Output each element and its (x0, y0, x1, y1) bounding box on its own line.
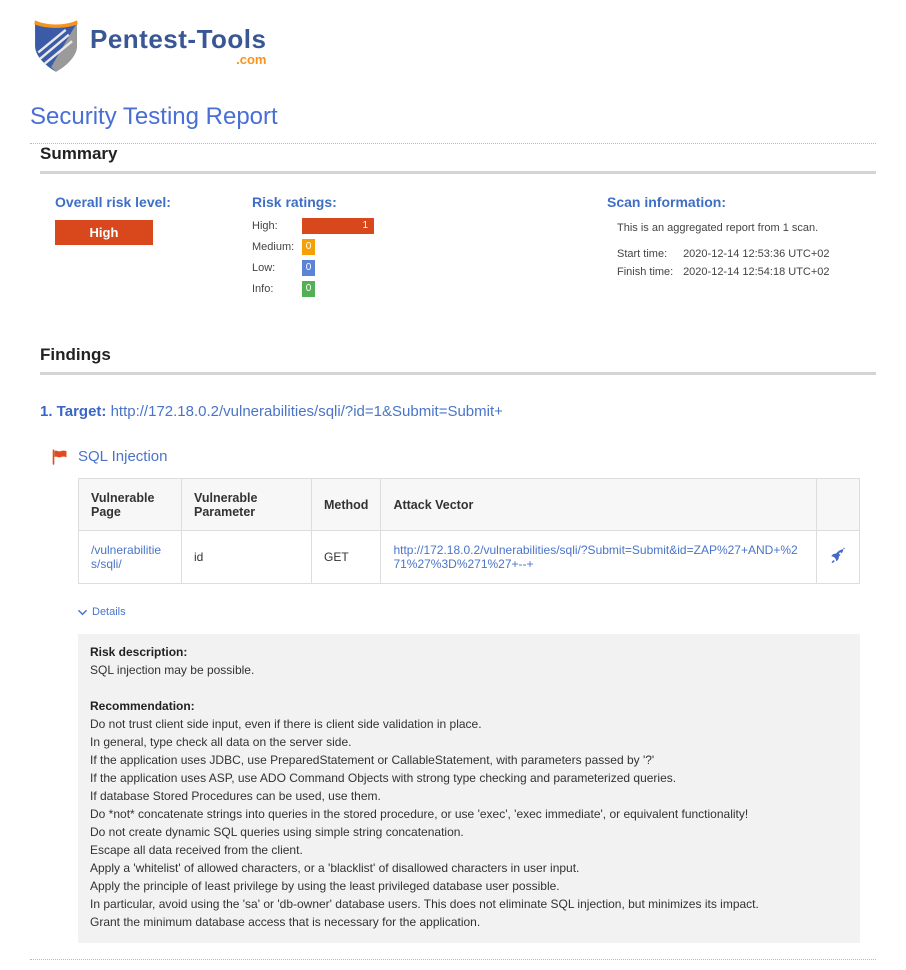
target-heading (40, 403, 876, 420)
rating-row-high (252, 218, 602, 234)
recommendation-line: If the application uses ASP, use ADO Command Objects with strong type checking and parameterized queries. (90, 770, 677, 785)
summary-section (40, 144, 876, 297)
header-action (817, 479, 860, 531)
cell-method: GET (312, 531, 381, 584)
start-time-value: 2020-12-14 12:53:36 UTC+02 (683, 248, 830, 260)
recommendation-line: Apply the principle of least privilege by using the least privileged database user possible. (90, 878, 560, 893)
scan-information-body (607, 222, 876, 278)
page-title: Security Testing Report (30, 103, 278, 130)
recommendation-line: Apply a 'whitelist' of allowed characters, or a 'blacklist' of disallowed characters in user input. (90, 860, 580, 875)
risk-ratings-column (252, 194, 602, 297)
details-panel (78, 634, 860, 943)
scan-information-label: Scan information: (607, 194, 727, 210)
header-vulnerable-parameter: Vulnerable Parameter (182, 479, 312, 531)
risk-description-label: Risk description: (90, 644, 188, 659)
finish-time-row (617, 266, 876, 278)
rating-row-info (252, 281, 602, 297)
summary-content (40, 194, 876, 297)
table-header-row (79, 479, 860, 531)
vulnerability-table (78, 478, 860, 584)
logo-brand: Pentest-Tools (90, 24, 267, 54)
recommendation-line: In particular, avoid using the 'sa' or 'db-owner' database users. This does not eliminate SQL injection, but minimizes its impact. (90, 896, 759, 911)
recommendation-line: If database Stored Procedures can be used, use them. (90, 788, 381, 803)
rocket-icon[interactable] (829, 547, 847, 565)
overall-risk-label: Overall risk level: (55, 194, 171, 210)
header-attack-vector: Attack Vector (381, 479, 817, 531)
rating-bar-medium: 0 (302, 239, 315, 255)
finding-title: SQL Injection (78, 448, 168, 465)
details-toggle-label: Details (92, 606, 126, 618)
cell-vulnerable-parameter: id (182, 531, 312, 584)
bottom-separator (30, 959, 876, 960)
rating-label: Medium: (252, 241, 295, 253)
risk-ratings-label: Risk ratings: (252, 194, 337, 210)
start-time-row (617, 248, 876, 260)
recommendation-line: In general, type check all data on the server side. (90, 734, 352, 749)
rating-bar-high: 1 (302, 218, 374, 234)
header-method: Method (312, 479, 381, 531)
start-time-label: Start time: (617, 248, 668, 260)
scan-information-column (602, 194, 876, 297)
overall-risk-column (40, 194, 252, 297)
cell-action (817, 531, 860, 584)
rating-bar-low: 0 (302, 260, 315, 276)
rating-label: Low: (252, 262, 276, 274)
target-url-link[interactable]: http://172.18.0.2/vulnerabilities/sqli/?id=1&Submit=Submit+ (110, 403, 503, 420)
rating-bar-info: 0 (302, 281, 315, 297)
target-prefix: 1. Target: (40, 403, 107, 420)
cell-attack-vector (381, 531, 817, 584)
attack-vector-link[interactable]: http://172.18.0.2/vulnerabilities/sqli/?Submit=Submit&id=ZAP%27+AND+%271%27%3D%271%27+--+ (393, 543, 798, 571)
recommendation-line: Do not trust client side input, even if there is client side validation in place. (90, 716, 482, 731)
details-toggle[interactable] (78, 606, 126, 618)
recommendation-line: Escape all data received from the client. (90, 842, 303, 857)
header-vulnerable-page: Vulnerable Page (79, 479, 182, 531)
finding-header (52, 448, 876, 465)
recommendation-block (90, 697, 848, 931)
recommendation-line: Do not create dynamic SQL queries using simple string concatenation. (90, 824, 464, 839)
recommendation-line: Do *not* concatenate strings into queries in the stored procedure, or use 'exec', 'exec immediate', or equivalent functionality! (90, 806, 749, 821)
findings-heading: Findings (40, 345, 111, 364)
recommendation-line: If the application uses JDBC, use PreparedStatement or CallableStatement, with parameters passed by '?' (90, 752, 655, 767)
rating-label: High: (252, 220, 278, 232)
cell-vulnerable-page (79, 531, 182, 584)
risk-ratings-rows (252, 218, 602, 297)
rating-row-low (252, 260, 602, 276)
findings-underline (40, 372, 876, 375)
risk-description-text: SQL injection may be possible. (90, 662, 255, 677)
summary-heading: Summary (40, 144, 118, 163)
logo-text (90, 26, 266, 66)
table-row (79, 531, 860, 584)
finish-time-value: 2020-12-14 12:54:18 UTC+02 (683, 266, 830, 278)
overall-risk-badge: High (55, 220, 153, 245)
rating-row-medium (252, 239, 602, 255)
rating-label: Info: (252, 283, 274, 295)
summary-underline (40, 171, 876, 174)
logo-tld: .com (236, 52, 267, 67)
aggregate-note: This is an aggregated report from 1 scan. (617, 222, 819, 234)
shield-logo-icon (30, 17, 82, 75)
flag-icon (52, 449, 68, 465)
pentest-tools-logo (30, 15, 876, 77)
recommendation-label: Recommendation: (90, 698, 195, 713)
chevron-down-icon (78, 608, 87, 617)
recommendation-line: Grant the minimum database access that is necessary for the application. (90, 914, 481, 929)
findings-section (40, 345, 876, 375)
finish-time-label: Finish time: (617, 266, 674, 278)
vulnerable-page-link[interactable]: /vulnerabilities/sqli/ (91, 543, 162, 571)
